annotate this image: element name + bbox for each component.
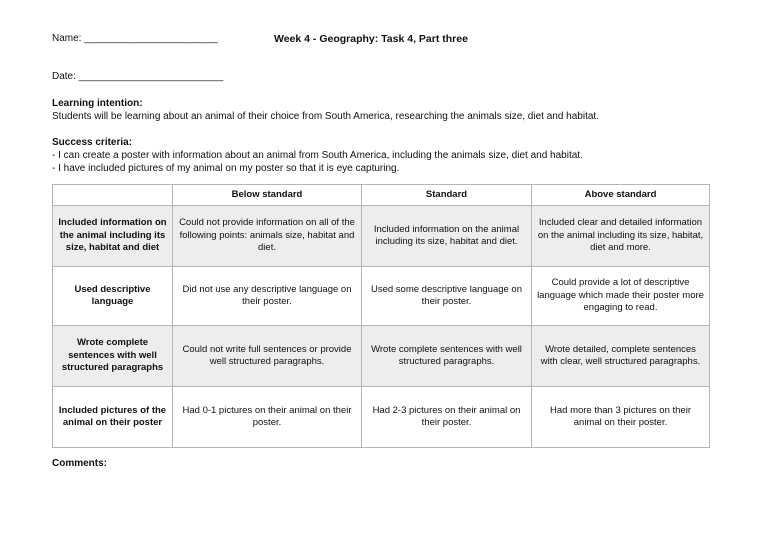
rubric-header-above-standard: Above standard — [532, 185, 710, 206]
table-row — [53, 267, 710, 326]
below-standard-cell: Could not write full sentences or provide well structured paragraphs. — [173, 326, 362, 387]
rubric-header-standard: Standard — [362, 185, 532, 206]
table-row — [53, 206, 710, 267]
below-standard-cell: Could not provide information on all of the following points: animals size, habitat and diet. — [173, 206, 362, 267]
rubric-header-below-standard: Below standard — [173, 185, 362, 206]
standard-cell: Had 2-3 pictures on their animal on their poster. — [362, 387, 532, 448]
criterion-cell: Used descriptive language — [53, 267, 173, 326]
criterion-cell: Wrote complete sentences with well structured paragraphs — [53, 326, 173, 387]
standard-cell: Included information on the animal including its size, habitat and diet. — [362, 206, 532, 267]
above-standard-cell: Wrote detailed, complete sentences with clear, well structured paragraphs. — [532, 326, 710, 387]
below-standard-cell: Did not use any descriptive language on their poster. — [173, 267, 362, 326]
page-title: Week 4 - Geography: Task 4, Part three — [274, 33, 468, 45]
success-criteria-item: - I can create a poster with information about an animal from South America, including the animals size, diet and habitat. — [52, 150, 583, 161]
criterion-cell: Included information on the animal including its size, habitat and diet — [53, 206, 173, 267]
standard-cell: Used some descriptive language on their poster. — [362, 267, 532, 326]
success-criteria-heading: Success criteria: — [52, 137, 133, 148]
above-standard-cell: Had more than 3 pictures on their animal on their poster. — [532, 387, 710, 448]
rubric-header-blank — [53, 185, 173, 206]
name-field-label: Name: ________________________ — [52, 33, 218, 44]
date-field-label: Date: __________________________ — [52, 71, 224, 82]
learning-intention-text: Students will be learning about an animal of their choice from South America, researching the animals size, diet and habitat. — [52, 111, 599, 122]
above-standard-cell: Included clear and detailed information on the animal including its size, habitat, diet and more. — [532, 206, 710, 267]
success-criteria-item: - I have included pictures of my animal on my poster so that it is eye capturing. — [52, 163, 400, 174]
comments-label: Comments: — [52, 458, 108, 469]
criterion-cell: Included pictures of the animal on their poster — [53, 387, 173, 448]
learning-intention-heading: Learning intention: — [52, 98, 143, 109]
rubric-header-row — [53, 185, 710, 206]
standard-cell: Wrote complete sentences with well structured paragraphs. — [362, 326, 532, 387]
below-standard-cell: Had 0-1 pictures on their animal on their poster. — [173, 387, 362, 448]
above-standard-cell: Could provide a lot of descriptive language which made their poster more engaging to read. — [532, 267, 710, 326]
table-row — [53, 387, 710, 448]
rubric-table — [52, 184, 710, 448]
table-row — [53, 326, 710, 387]
